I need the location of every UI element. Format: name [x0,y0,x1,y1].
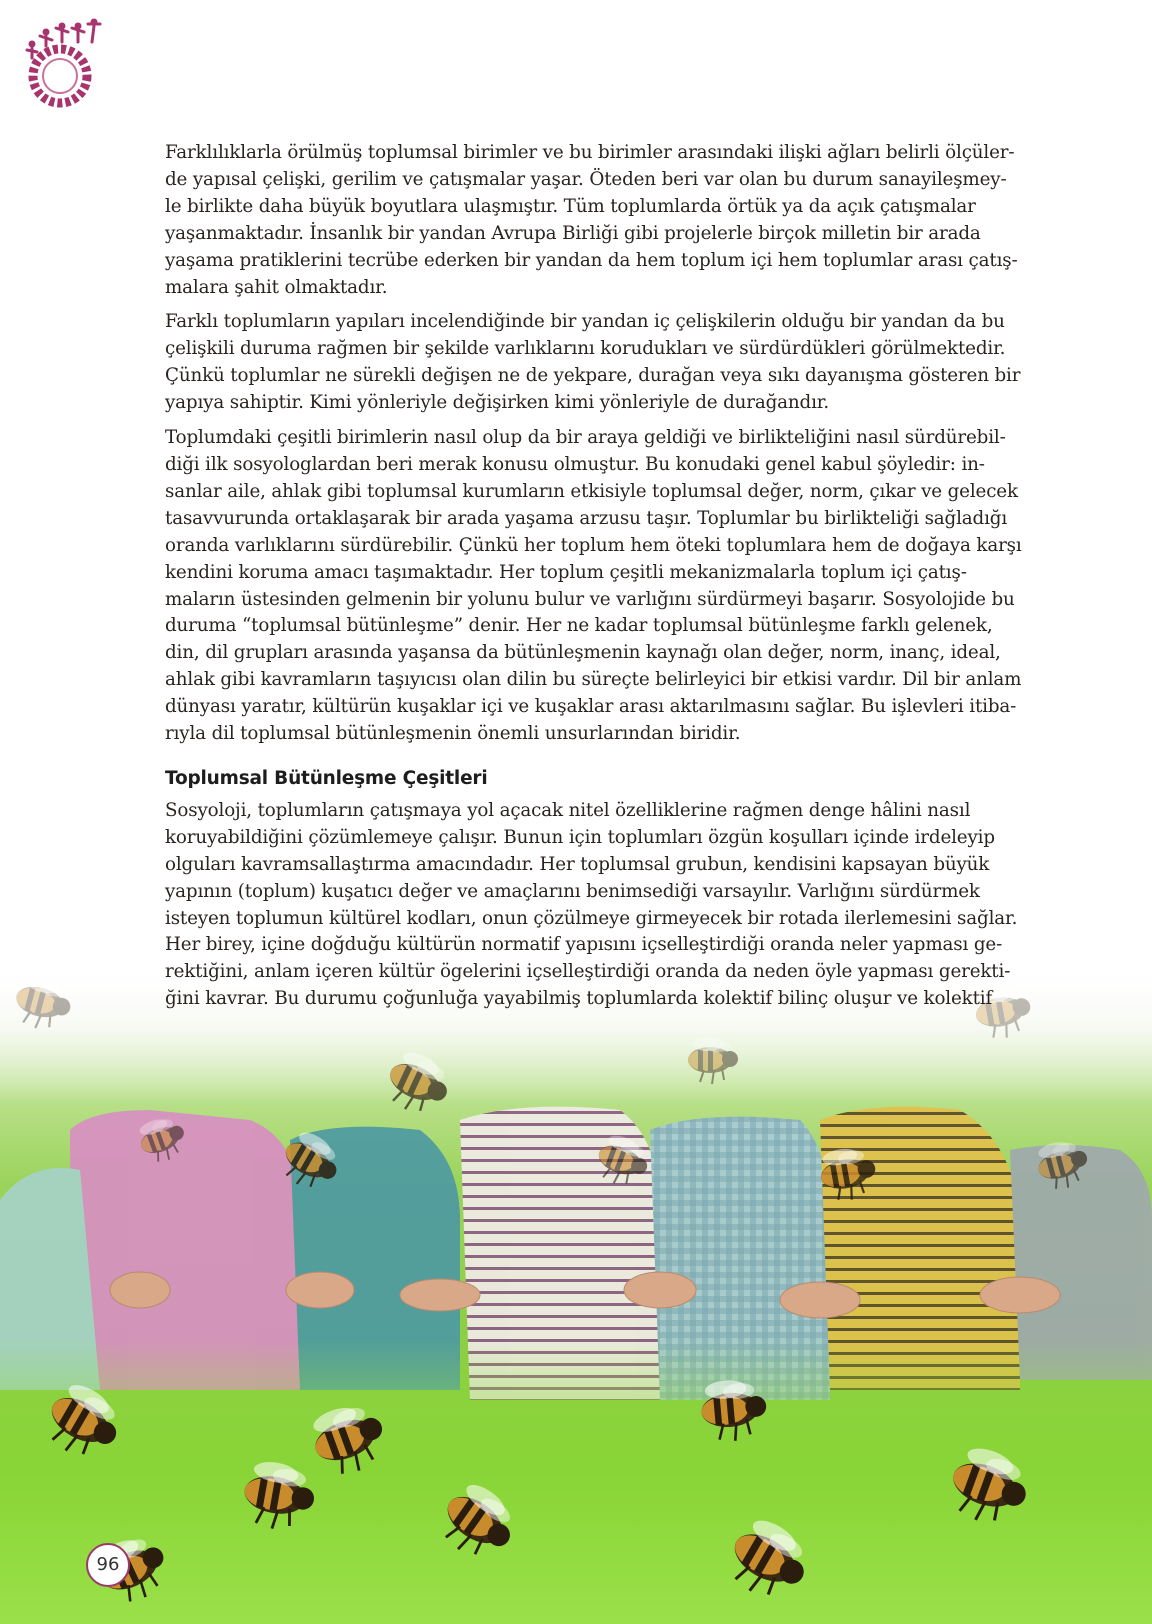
paragraph-3: Toplumdaki çeşitli birimlerin nasıl olup da bir araya geldiği ve birlikteliğini nasıl sürdürebil- diği ilk sosyologlardan beri merak konusu olmuştur. Bu konudaki genel kabul şöyledir: in- sanlar aile, ahlak gibi toplumsal kurumların etkisiyle toplumsal değer, norm, çıkar ve gelecek tasavvurunda ortaklaşarak bir arada yaşama arzusu taşır. Toplumlar bu birlikteliği sağladığı oranda varlıklarını sürdürebilir. Çünkü her toplum hem öteki toplumlara hem de doğaya karşı kendini koruma amacı taşımaktadır. Her toplum çeşitli mekanizmalarla toplum içi çatış- maların üstesinden gelmenin bir yolunu bulur ve varlığını sürdürmeyi başarır. Sosyolojide bu duruma “toplumsal bütünleşme” denir. Her ne kadar toplumsal bütünleşme farklı gelenek, din, dil grupları arasında yaşansa da bütünleşmenin kaynağı olan değer, norm, inanç, ideal, ahlak gibi kavramların taşıyıcısı olan dilin bu süreçte belirleyici bir etkisi vardır. Dil bir anlam dünyası yaratır, kültürün kuşaklar içi ve kuşaklar arası aktarılmasını sağlar. Bu işlevleri itiba- rıyla dil toplumsal bütünleşmenin önemli unsurlarından biridir. [165,427,1022,745]
paragraph-2: Farklı toplumların yapıları incelendiğinde bir yandan iç çelişkilerin olduğu bir yandan da bu çelişkili duruma rağmen bir şekilde varlıklarını korudukları ve sürdürdükleri görülmektedir. Çünkü toplumlar ne sürekli değişen ne de yekpare, durağan veya sıkı dayanışma gösteren bir yapıya sahiptir. Kimi yönleriyle değişirken kimi yönleriyle de durağandır. [165,311,1021,414]
people-holding-hands-illustration [0,960,1152,1624]
page-number: 96 [86,1543,130,1587]
section-paragraph: Sosyoloji, toplumların çatışmaya yol açacak nitel özelliklerine rağmen denge hâlini nasıl koruyabildiğini çözümlemeye çalışır. Bunun için toplumları özgün koşulları içinde irdeleyip olguları kavramsallaştırma amacındadır. Her toplumsal grubun, kendisini kapsayan büyük yapının (toplum) kuşatıcı değer ve amaçlarını benimsediği varsayılır. Varlığını sürdürmek isteyen toplumun kültürel kodları, onun çözülmeye girmeyecek bir rotada ilerlemesini sağlar. Her birey, içine doğduğu kültürün normatif yapısını içselleştirdiği oranda neler yapması ge- rektiğini, anlam içeren kültür ögelerini içselleştirdiği oranda da neden öyle yapması gerekti- ğini kavrar. Bu durumu çoğunluğa yayabilmiş toplumlarda kolektif bilinç oluşur ve kolektif [165,799,1018,1010]
paragraph-1: Farklılıklarla örülmüş toplumsal birimler ve bu birimler arasındaki ilişki ağları belirli ölçüler- de yapısal çelişki, gerilim ve çatışmalar yaşar. Öteden beri var olan bu durum sanayileşmey- le birlikte daha büyük boyutlara ulaşmıştır. Tüm toplumlarda örtük ya da açık çatışmalar yaşanmaktadır. İnsanlık bir yandan Avrupa Birliği gibi projelerle birçok milletin bir arada yaşama pratiklerini tecrübe ederken bir yandan da hem toplum içi hem toplumlar arası çatış- malara şahit olmaktadır. [165,142,1018,298]
people-circle-logo-icon [14,14,110,124]
text-column [165,140,1027,1021]
section-heading: Toplumsal Bütünleşme Çeşitleri [165,767,488,789]
